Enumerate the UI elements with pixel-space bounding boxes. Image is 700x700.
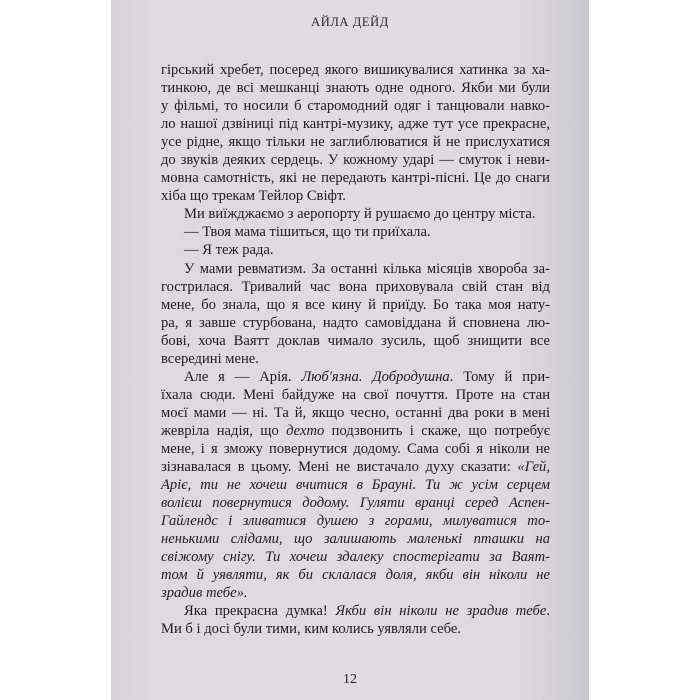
- text-segment: їхала сюди. Мені байдуже на свої почуття. Проте на стан: [161, 386, 550, 403]
- text-line: [161, 278, 550, 296]
- italic-text: волієш повернутися додому. Гуляти вранці серед Аспен-: [161, 495, 550, 512]
- text-line: [161, 223, 550, 241]
- body-text: [161, 61, 550, 639]
- italic-text: свіжому снігу. Ти хочеш здалеку спостерігати за Ваят-: [161, 549, 550, 566]
- text-line: [161, 133, 550, 151]
- text-segment: .: [546, 603, 550, 620]
- text-line: [161, 61, 550, 79]
- text-line: [161, 494, 550, 512]
- text-segment: — Я теж рада.: [184, 242, 274, 259]
- text-line: [161, 296, 550, 314]
- text-line: [161, 314, 550, 332]
- text-segment: мене, і я зможу повернутися додому. Сама собі я ніколи не: [161, 440, 550, 457]
- text-line: [161, 187, 550, 205]
- text-segment: жевріла надія, що: [161, 422, 287, 439]
- italic-text: ненькими слідами, що залишають маленькі пташки на: [161, 531, 550, 548]
- italic-text: зрадив тебе».: [161, 585, 248, 602]
- text-segment: . Тому й при-: [449, 368, 550, 385]
- italic-text: дехто: [286, 422, 325, 439]
- text-segment: мене, бо знала, що я все кину й приїду. Бо така моя нату-: [161, 296, 550, 313]
- text-line: [161, 530, 550, 548]
- text-line: [161, 97, 550, 115]
- text-line: [161, 350, 550, 368]
- italic-text: «Гей,: [517, 459, 550, 476]
- text-line: [161, 115, 550, 133]
- text-segment: зізнавалася в цьому. Мені не вистачало духу сказати:: [161, 459, 518, 476]
- text-line: [161, 440, 550, 458]
- text-segment: тинкою, де всі мешканці знають одне одного. Якби ми були: [161, 80, 550, 97]
- text-line: [161, 476, 550, 494]
- text-segment: мовна самотність, які не передають кантрі-пісні. Це до снаги: [161, 170, 550, 187]
- text-line: [161, 566, 550, 584]
- text-segment: бові, хоча Ваятт доклав чимало зусиль, щоб знищити все: [161, 332, 550, 349]
- text-segment: ло нашої дзвіниці під кантрі-музику, адже тут усе прекрасне,: [161, 116, 550, 133]
- page-number: 12: [343, 672, 357, 687]
- text-line: [161, 602, 550, 620]
- running-head: АЙЛА ДЕЙД: [311, 15, 389, 29]
- text-segment: Ми виїжджаємо з аеропорту й рушаємо до центру міста.: [184, 206, 536, 223]
- book-page: [111, 0, 589, 700]
- italic-text: том й уявляти, як би склалася доля, якби він ніколи не: [161, 567, 550, 584]
- text-line: [161, 458, 550, 476]
- text-line: [161, 422, 550, 440]
- italic-text: Аріє, ти не хочеш вчитися в Брауні. Ти ж усім серцем: [161, 477, 550, 494]
- text-segment: хіба що трекам Тейлор Свіфт.: [161, 188, 346, 205]
- text-segment: подзвонить і скаже, що потребує: [324, 422, 550, 439]
- text-segment: усе рідне, якщо тільки не заглиблюватися й не прислухатися: [161, 134, 550, 151]
- text-line: [161, 386, 550, 404]
- text-line: [161, 548, 550, 566]
- text-segment: Яка прекрасна думка!: [184, 603, 336, 620]
- text-segment: всередині мене.: [161, 350, 259, 367]
- text-segment: до звуків деяких сердець. У кожному ударі — смуток і неви-: [161, 152, 550, 169]
- text-line: [161, 584, 550, 602]
- italic-text: Люб'язна. Добродушна: [301, 368, 450, 385]
- text-line: [161, 404, 550, 422]
- text-line: [161, 151, 550, 169]
- text-line: [161, 205, 550, 223]
- text-line: [161, 260, 550, 278]
- text-segment: моєї мами — ні. Та й, якщо чесно, останні два роки в мені: [161, 404, 550, 421]
- text-line: [161, 368, 550, 386]
- text-segment: Ми б і досі були тими, ким колись уявляли себе.: [161, 621, 461, 638]
- text-line: [161, 79, 550, 97]
- text-line: [161, 241, 550, 259]
- text-segment: У мами ревматизм. За останні кілька місяців хвороба за-: [184, 260, 550, 277]
- text-segment: Але я — Арія.: [184, 368, 302, 385]
- text-line: [161, 169, 550, 187]
- text-line: [161, 620, 550, 638]
- text-segment: — Твоя мама тішиться, що ти приїхала.: [184, 224, 431, 241]
- text-segment: гірський хребет, посеред якого вишикувалися хатинка за ха-: [161, 62, 550, 78]
- italic-text: Якби він ніколи не зрадив тебе: [335, 603, 547, 620]
- text-line: [161, 512, 550, 530]
- text-segment: ра, я завше стурбована, надто самовіддана й сповнена лю-: [161, 314, 550, 331]
- text-segment: гострилася. Тривалий час вона приховувала свій стан від: [161, 278, 550, 295]
- text-line: [161, 332, 550, 350]
- text-segment: у фільмі, то носили б старомодний одяг і танцювали навко-: [161, 98, 550, 115]
- italic-text: Гайлендс і зливатися душею з горами, милуватися то-: [161, 513, 550, 530]
